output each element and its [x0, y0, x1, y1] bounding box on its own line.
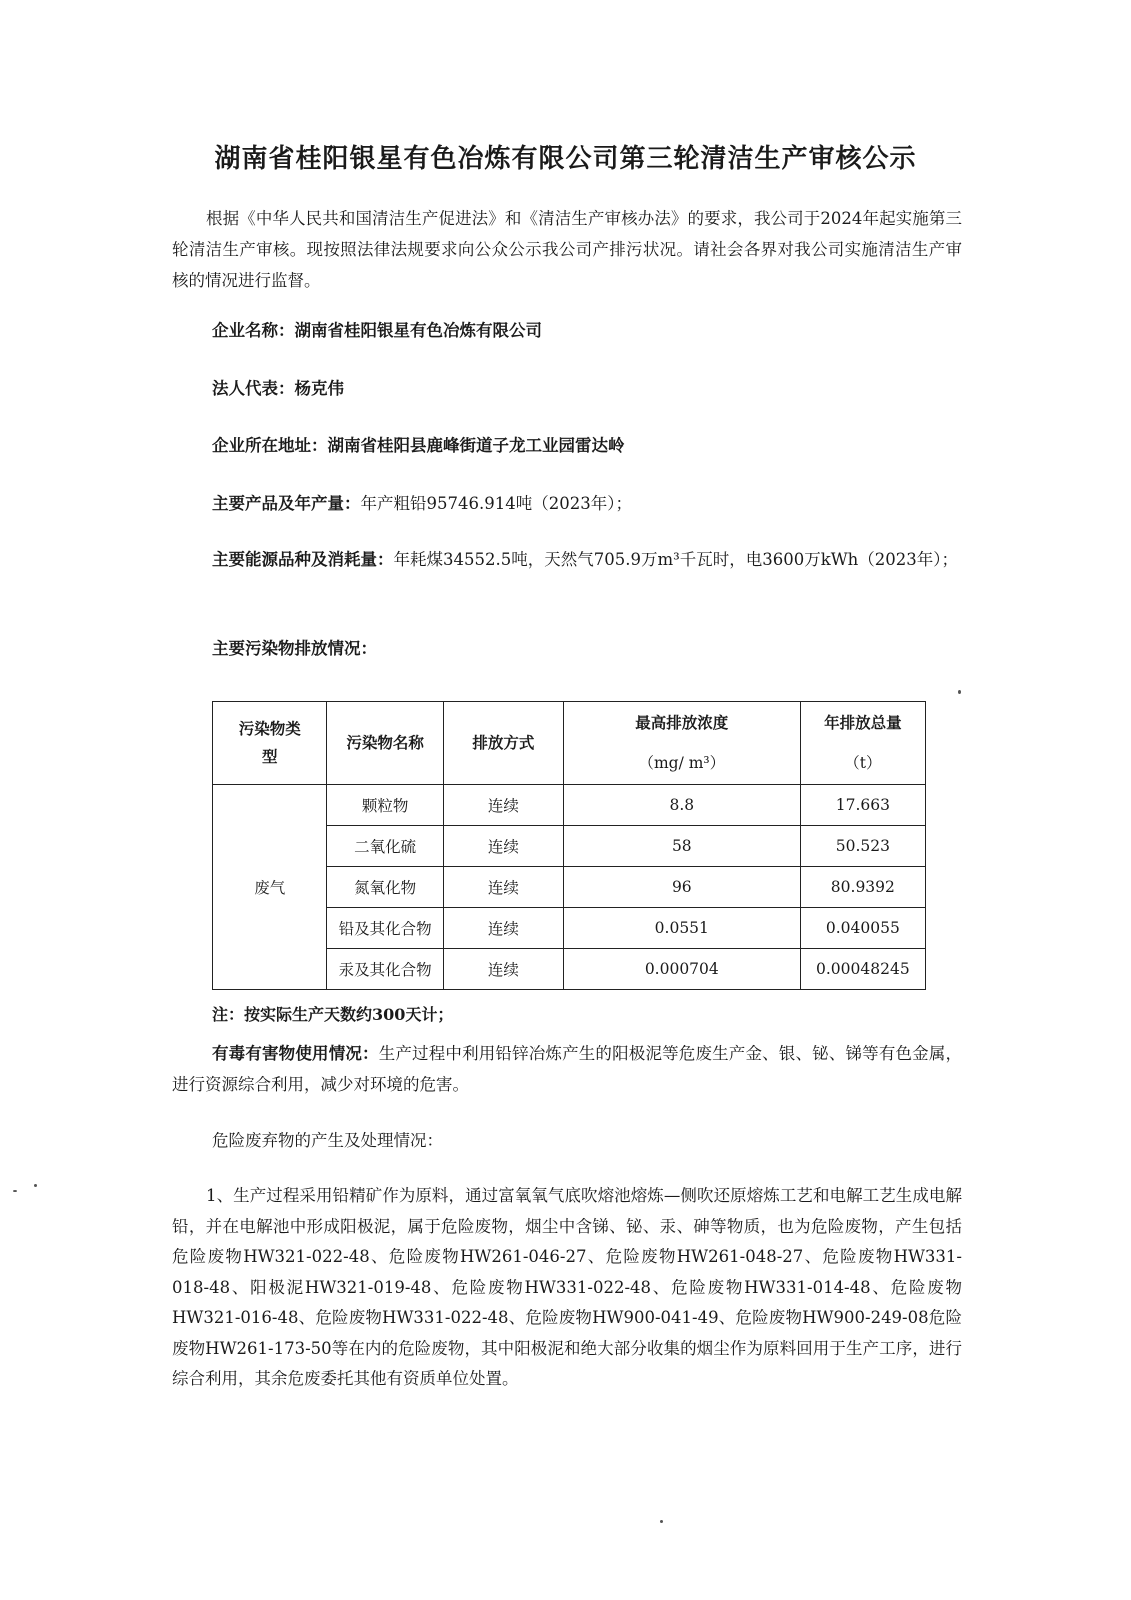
address-field	[212, 430, 972, 461]
toxic-label: 有毒有害物使用情况：	[212, 1044, 379, 1063]
energy-value: 年耗煤34552.5吨，天然气705.9万m³千瓦时，电3600万kWh（2023年）；	[393, 550, 959, 569]
row-conc: 0.0551	[563, 908, 800, 949]
legal-rep-label: 法人代表：	[212, 379, 295, 398]
emissions-table	[212, 701, 926, 990]
company-value: 湖南省桂阳银星有色冶炼有限公司	[294, 321, 542, 340]
legal-rep-value: 杨克伟	[294, 379, 344, 398]
table-row	[213, 785, 926, 826]
row-conc: 58	[563, 826, 800, 867]
row-name: 二氧化硫	[327, 826, 443, 867]
header-method: 排放方式	[443, 702, 563, 785]
legal-rep-field	[212, 373, 972, 404]
page-title: 湖南省桂阳银星有色冶炼有限公司第三轮清洁生产审核公示	[214, 144, 917, 174]
company-field	[212, 315, 972, 346]
pollution-heading: 主要污染物排放情况：	[212, 639, 377, 658]
scan-speck	[34, 1184, 37, 1187]
address-value: 湖南省桂阳县鹿峰街道子龙工业园雷达岭	[327, 436, 625, 455]
row-name: 汞及其化合物	[327, 949, 443, 990]
energy-label: 主要能源品种及消耗量：	[212, 550, 394, 569]
hazardous-heading: 危险废弃物的产生及处理情况：	[212, 1131, 443, 1150]
header-name: 污染物名称	[327, 702, 443, 785]
row-name: 颗粒物	[327, 785, 443, 826]
row-method: 连续	[443, 949, 563, 990]
group-cell: 废气	[213, 785, 327, 990]
table-note: 注：按实际生产天数约300天计；	[212, 1005, 454, 1024]
row-method: 连续	[443, 867, 563, 908]
row-name: 氮氧化物	[327, 867, 443, 908]
row-total: 50.523	[800, 826, 925, 867]
header-total-label: 年排放总量	[824, 713, 902, 732]
scan-speck	[958, 690, 961, 694]
intro-paragraph: 根据《中华人民共和国清洁生产促进法》和《清洁生产审核办法》的要求，我公司于2024年起实施第三轮清洁生产审核。现按照法律法规要求向公众公示我公司产排污状况。请社会各界对我公司实施清洁生产审核的情况进行监督。	[172, 209, 962, 290]
products-value: 年产粗铅95746.914吨（2023年）；	[360, 494, 632, 513]
table-header-row	[213, 702, 926, 785]
row-total: 0.00048245	[800, 949, 925, 990]
header-type: 污染物类型	[213, 702, 327, 785]
scan-speck	[660, 1520, 663, 1523]
header-max-conc	[563, 702, 800, 785]
row-conc: 0.000704	[563, 949, 800, 990]
hazardous-paragraph: 1、生产过程采用铅精矿作为原料，通过富氧氧气底吹熔池熔炼—侧吹还原熔炼工艺和电解工艺生成电解铅，并在电解池中形成阳极泥，属于危险废物，烟尘中含锑、铋、汞、砷等物质，也为危险废物，产生包括危险废物HW321-022-48、危险废物HW261-046-27、危险废物HW261-048-27、危险废物HW331-018-48、阳极泥HW321-019-48、危险废物HW331-022-48、危险废物HW331-014-48、危险废物HW321-016-48、危险废物HW331-022-48、危险废物HW900-041-49、危险废物HW900-249-08危险废物HW261-173-50等在内的危险废物，其中阳极泥和绝大部分收集的烟尘作为原料回用于生产工序，进行综合利用，其余危废委托其他有资质单位处置。	[172, 1186, 962, 1388]
header-total-unit: （t）	[844, 754, 882, 772]
company-label: 企业名称：	[212, 321, 295, 340]
toxic-field	[172, 1038, 962, 1100]
products-field	[212, 488, 972, 519]
row-total: 17.663	[800, 785, 925, 826]
row-method: 连续	[443, 826, 563, 867]
toxic-value: 生产过程中利用铅锌冶炼产生的阳极泥等危废生产金、银、铋、锑等有色金属，进行资源综合利用，减少对环境的危害。	[172, 1044, 963, 1094]
row-method: 连续	[443, 908, 563, 949]
row-total: 0.040055	[800, 908, 925, 949]
row-total: 80.9392	[800, 867, 925, 908]
products-label: 主要产品及年产量：	[212, 494, 361, 513]
row-name: 铅及其化合物	[327, 908, 443, 949]
row-conc: 8.8	[563, 785, 800, 826]
energy-field	[172, 544, 962, 575]
row-method: 连续	[443, 785, 563, 826]
scan-speck	[13, 1190, 17, 1192]
row-conc: 96	[563, 867, 800, 908]
header-total	[800, 702, 925, 785]
address-label: 企业所在地址：	[212, 436, 328, 455]
header-max-conc-label: 最高排放浓度	[635, 713, 729, 732]
header-max-conc-unit: （mg/ m³）	[638, 754, 726, 772]
